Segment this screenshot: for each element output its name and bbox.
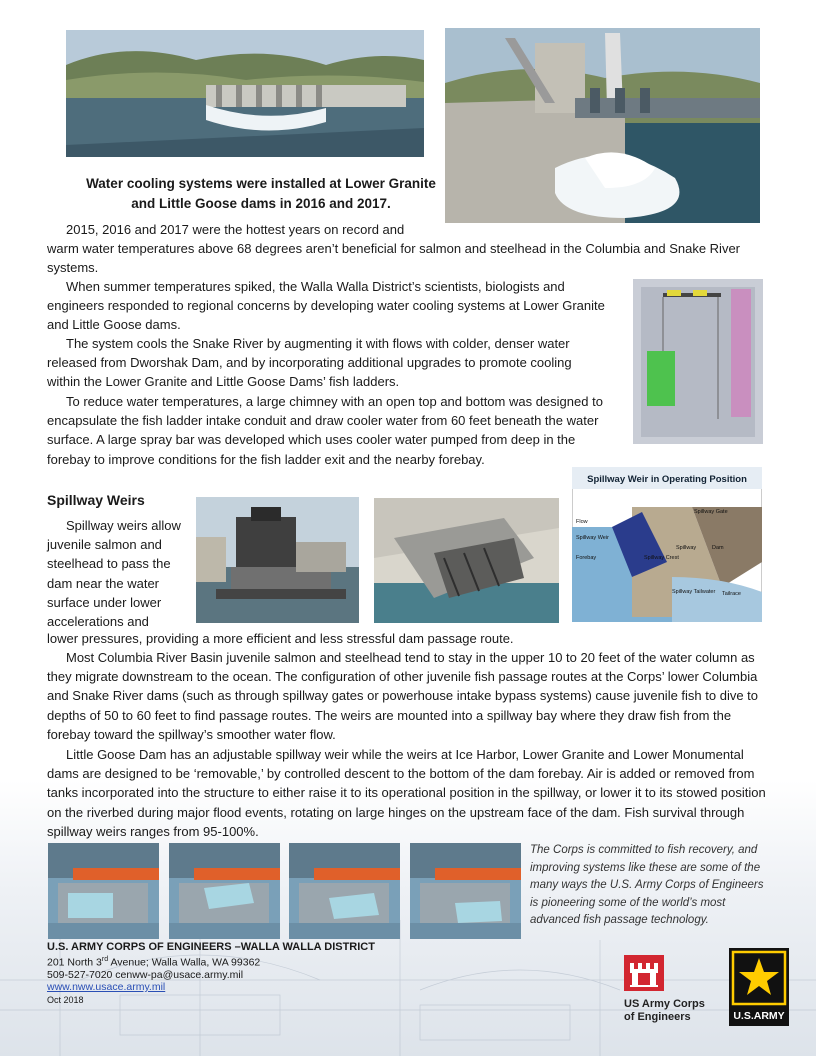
footer-phone-email: 509-527-7020 cenww-pa@usace.army.mil: [47, 968, 244, 981]
diagram-label-forebay: Forebay: [576, 555, 597, 561]
photo-dam-spillway: [66, 30, 424, 157]
paragraph-6: Most Columbia River Basin juvenile salmon and steelhead tend to stay in the upper 10 to 20 feet of the water column as they migrate downstream to the ocean. The configuration of other juvenile fish passage routes at the Corps’ lower Columbia and Snake River dams (such as through spillway gates or powerhouse intake bypass systems) cause juvenile fish to dive to depths of 50 to 60 feet to find passage routes. The weirs are mounted into a spillway bay where they draw fish from the forebay toward the spillway’s smoother water flow.: [47, 650, 759, 742]
paragraph-1-rest: warm water temperatures above 68 degrees aren’t beneficial for salmon and steelhead in the Columbia and Snake River systems.: [47, 241, 740, 276]
diagram-label-tailrace: Tailrace: [722, 591, 741, 597]
footer-org: U.S. ARMY CORPS OF ENGINEERS –WALLA WALLA DISTRICT: [47, 941, 375, 953]
usace-logo: [622, 955, 710, 1027]
footer-contact: [47, 941, 375, 1006]
spillway-weirs-heading: Spillway Weirs: [47, 492, 145, 508]
paragraph-4: To reduce water temperatures, a large chimney with an open top and bottom was designed to encapsulate the fish ladder intake conduit and draw cooler water from 60 feet beneath the water surface. A large spray bar was developed which uses cooler water pumped from deep in the forebay to improve conditions for the fish ladder exit and the nearby forebay.: [47, 394, 603, 467]
weir-sequence-image-3: [289, 843, 400, 939]
diagram-label-gate: Spillway Gate: [694, 509, 728, 515]
footer-website-link[interactable]: www.nww.usace.army.mil: [47, 981, 166, 993]
us-army-logo: [729, 948, 789, 1026]
photo-weir-barge: [196, 497, 359, 623]
paragraph-7: Little Goose Dam has an adjustable spillway weir while the weirs at Ice Harbor, Lower Granite and Lower Monumental dams are designed to be ‘removable,’ by controlled descent to the bottom of the dam forebay. Air is added or removed from tanks incorporated into the structure to either raise it to its operational position in the spillway, or lower it to its stowed position on the riverbed during major flood events, rotating on large hinges on the upstream face of the dam. Fish survival through spillway weirs ranges from 95-100%.: [47, 747, 766, 839]
paragraph-5-end: lower pressures, providing a more efficient and less stressful dam passage route.: [47, 631, 514, 646]
paragraph-5-wrapped: Spillway weirs allow juvenile salmon and steelhead to pass the dam near the water surface under lower accelerations and: [47, 518, 181, 630]
photo-water-outlet: [445, 28, 760, 223]
diagram-title: Spillway Weir in Operating Position: [587, 474, 747, 485]
footer-date: Oct 2018: [47, 994, 84, 1005]
usace-logo-line2: of Engineers: [624, 1011, 691, 1023]
diagram-label-crest: Spillway Crest: [644, 555, 679, 561]
italic-note: The Corps is committed to fish recovery, and improving systems like these are some of the many ways the U.S. Army Corps of Engineers is pioneering some of the world’s most advanced fish passage technology.: [530, 844, 764, 926]
paragraph-2: When summer temperatures spiked, the Walla Walla District’s scientists, biologists and engineers responded to regional concerns by developing water cooling systems at Lower Granite and Little Goose dams.: [47, 279, 605, 333]
us-army-wordmark: U.S.ARMY: [733, 1010, 785, 1022]
photo-weir-install: [374, 498, 559, 623]
diagram-label-spillway: Spillway: [676, 545, 697, 551]
diagram-label-weir: Spillway Weir: [576, 535, 609, 541]
diagram-label-flow: Flow: [576, 519, 588, 525]
diagram-label-dam: Dam: [712, 545, 724, 551]
paragraph-3: The system cools the Snake River by augmenting it with flows with colder, denser water released from Dworshak Dam, and by incorporating additional upgrades to promote cooling within the Lower Granite and Little Goose Dams’ fish ladders.: [47, 336, 572, 390]
photo-caption: Water cooling systems were installed at Lower Granite and Little Goose dams in 2016 and 2017.: [86, 175, 436, 211]
diagram-label-tailwater: Spillway Tailwater: [672, 589, 716, 595]
cooling-system-diagram: [633, 279, 763, 444]
weir-sequence-image-4: [410, 843, 521, 939]
usace-logo-line1: US Army Corps: [624, 998, 705, 1010]
weir-sequence-image-2: [169, 843, 280, 939]
weir-sequence-image-1: [48, 843, 159, 939]
paragraph-1-first-line: 2015, 2016 and 2017 were the hottest years on record and: [66, 222, 405, 237]
footer-address: 201 North 3rd Avenue; Walla Walla, WA 99362: [47, 955, 261, 968]
spillway-weir-diagram: [572, 467, 762, 622]
